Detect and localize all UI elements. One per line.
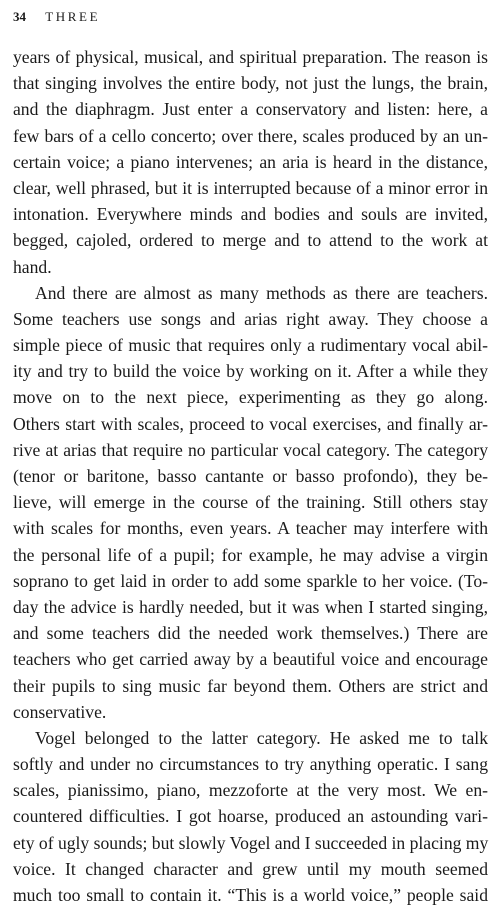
text-line: and some teachers did the needed work themselves.) There are: [13, 623, 488, 644]
text-line: scales, pianissimo, piano, mezzoforte at the very most. We en-: [13, 780, 488, 801]
text-line: simple piece of music that requires only a rudimentary vocal abil-: [13, 335, 488, 356]
running-head: [13, 8, 100, 26]
text-line: intonation. Everywhere minds and bodies and souls are invited,: [13, 204, 488, 225]
text-line: ity and try to build the voice by working on it. After a while they: [13, 361, 488, 382]
paragraph: [13, 725, 488, 908]
text-line: their pupils to sing music far beyond them. Others are strict and: [13, 675, 488, 696]
text-line: teachers who get carried away by a beautiful voice and encourage: [13, 649, 488, 670]
text-line: with scales for months, even years. A teacher may interfere with: [13, 518, 488, 539]
text-line: Vogel belonged to the latter category. He asked me to talk: [35, 727, 488, 748]
text-line: move on to the next piece, experimenting as they go along.: [13, 387, 488, 408]
text-line: clear, well phrased, but it is interrupted because of a minor error in: [13, 177, 488, 198]
text-line: voice. It changed character and grew until my mouth seemed: [13, 858, 488, 879]
text-line: and the diaphragm. Just enter a conservatory and listen: here, a: [13, 99, 488, 120]
text-line: Others start with scales, proceed to vocal exercises, and finally ar-: [13, 413, 488, 434]
text-line: lieve, will emerge in the course of the training. Still others stay: [13, 492, 488, 513]
text-line: that singing involves the entire body, not just the lungs, the brain,: [13, 73, 488, 94]
body-text: [13, 44, 488, 908]
text-line: (tenor or baritone, basso cantante or basso profondo), they be-: [13, 466, 488, 486]
text-line: And there are almost as many methods as there are teachers.: [35, 282, 488, 303]
text-line: day the advice is hardly needed, but it was when I started singing,: [13, 596, 488, 617]
text-line: rive at arias that require no particular vocal category. The category: [13, 439, 488, 460]
text-line: the personal life of a pupil; for example, he may advise a virgin: [13, 544, 488, 565]
text-line: countered difficulties. I got hoarse, produced an astounding vari-: [13, 806, 488, 827]
text-line: certain voice; a piano intervenes; an aria is heard in the distance,: [13, 151, 488, 172]
text-line: soprano to get laid in order to add some sparkle to her voice. (To-: [13, 570, 488, 591]
paragraph: [13, 280, 488, 725]
text-line: hand.: [13, 256, 52, 277]
paragraph: [13, 44, 488, 280]
chapter-title: THREE: [45, 9, 101, 24]
page-number: 34: [13, 9, 26, 24]
text-line: begged, cajoled, ordered to merge and to attend to the work at: [13, 230, 488, 251]
text-line: much too small to contain it. “This is a world voice,” people said: [13, 885, 488, 905]
text-line: years of physical, musical, and spiritual preparation. The reason is: [13, 47, 488, 67]
text-line: ety of ugly sounds; but slowly Vogel and I succeeded in placing my: [13, 832, 489, 853]
text-line: few bars of a cello concerto; over there, scales produced by an un-: [13, 125, 488, 146]
text-line: conservative.: [13, 701, 107, 722]
text-line: Some teachers use songs and arias right away. They choose a: [13, 308, 488, 329]
text-line: softly and under no circumstances to try anything operatic. I sang: [13, 754, 488, 775]
